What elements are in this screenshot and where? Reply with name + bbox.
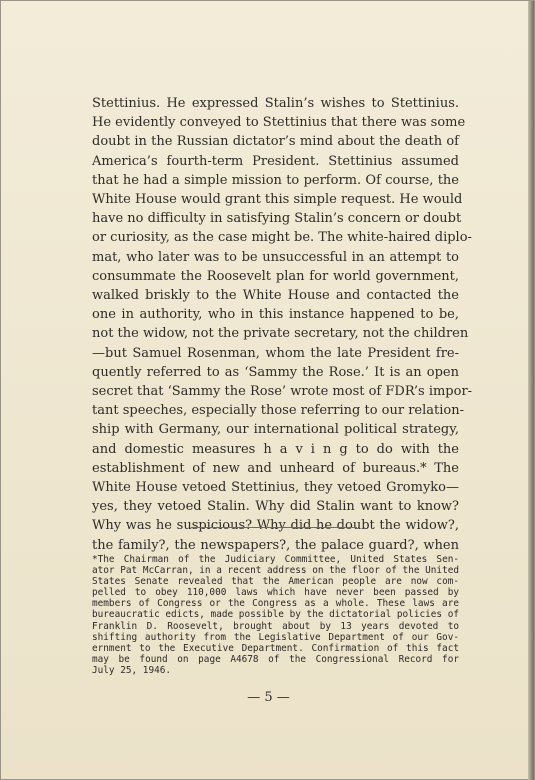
body-line: Why was he suspicious? Why did he doubt the widow?, [92,518,459,534]
body-line: quently referred to as ‘Sammy the Rose.’ It is an open [92,364,459,380]
body-line: establishment of new and unheard of bureaus.* The [92,460,459,476]
footnote-line: members of Congress or the Congress as a whole. These laws are [92,598,459,610]
body-line: walked briskly to the White House and contacted the [92,288,459,304]
body-line: —but Samuel Rosenman, whom the late President fre- [92,345,459,361]
page-number: — 5 — [247,690,290,705]
footnote-line: shifting authority from the Legislative Department of our Gov- [92,631,459,643]
body-line: or curiosity, as the case might be. The white-haired diplo- [92,230,472,246]
body-line: Stettinius. He expressed Stalin’s wishes to Stettinius. [92,96,459,111]
footnote-line: ernment to the Executive Department. Confirmation of this fact [92,642,459,654]
footnote-line: pelled to obey 110,000 laws which have never been passed by [92,587,459,599]
body-line: ship with Germany, our international political strategy, [92,422,459,438]
footnote [92,554,459,676]
footnote-line: Franklin D. Roosevelt, brought about by 13 years devoted to [92,620,459,632]
footnote-divider [191,527,357,528]
body-line: have no difficulty in satisfying Stalin’s concern or doubt [92,211,462,227]
body-line: secret that ‘Sammy the Rose’ wrote most of FDR’s impor- [92,384,473,400]
body-line: and domestic measures h a v i n g to do with the [92,441,459,457]
page-edge-shadow [528,1,534,780]
body-line: mat, who later was to be unsuccessful in an attempt to [92,249,459,265]
body-line: White House vetoed Stettinius, they vetoed Gromyko— [92,480,459,496]
footnote-line: *The Chairman of the Judiciary Committee, United States Sen- [92,554,459,565]
body-text [92,94,473,555]
body-line: consummate the Roosevelt plan for world government, [92,268,459,284]
body-line: one in authority, who in this instance happened to be, [92,307,459,323]
body-line: yes, they vetoed Stalin. Why did Stalin want to know? [92,499,459,515]
body-line: doubt in the Russian dictator’s mind about the death of [92,134,459,150]
body-line: He evidently conveyed to Stettinius that there was some [92,115,466,131]
body-line: tant speeches, especially those referring to our relation- [92,403,464,419]
body-line: not the widow, not the private secretary, not the children [92,326,469,342]
footnote-line: July 25, 1946. [92,664,172,676]
body-line: that he had a simple mission to perform. Of course, the [92,172,459,188]
body-line: White House would grant this simple request. He would [92,192,463,208]
footnote-line: ator Pat McCarran, in a recent address on the floor of the United [92,565,459,577]
footnote-line: bureaucratic edicts, made possible by the dictatorial policies of [92,609,459,621]
body-line: America’s fourth-term President. Stettinius assumed [92,153,459,169]
footnote-line: States Senate revealed that the American people are now com- [92,576,459,588]
body-line: the family?, the newspapers?, the palace guard?, when [92,537,459,553]
footnote-line: may be found on page A4678 of the Congressional Record for [92,653,459,665]
